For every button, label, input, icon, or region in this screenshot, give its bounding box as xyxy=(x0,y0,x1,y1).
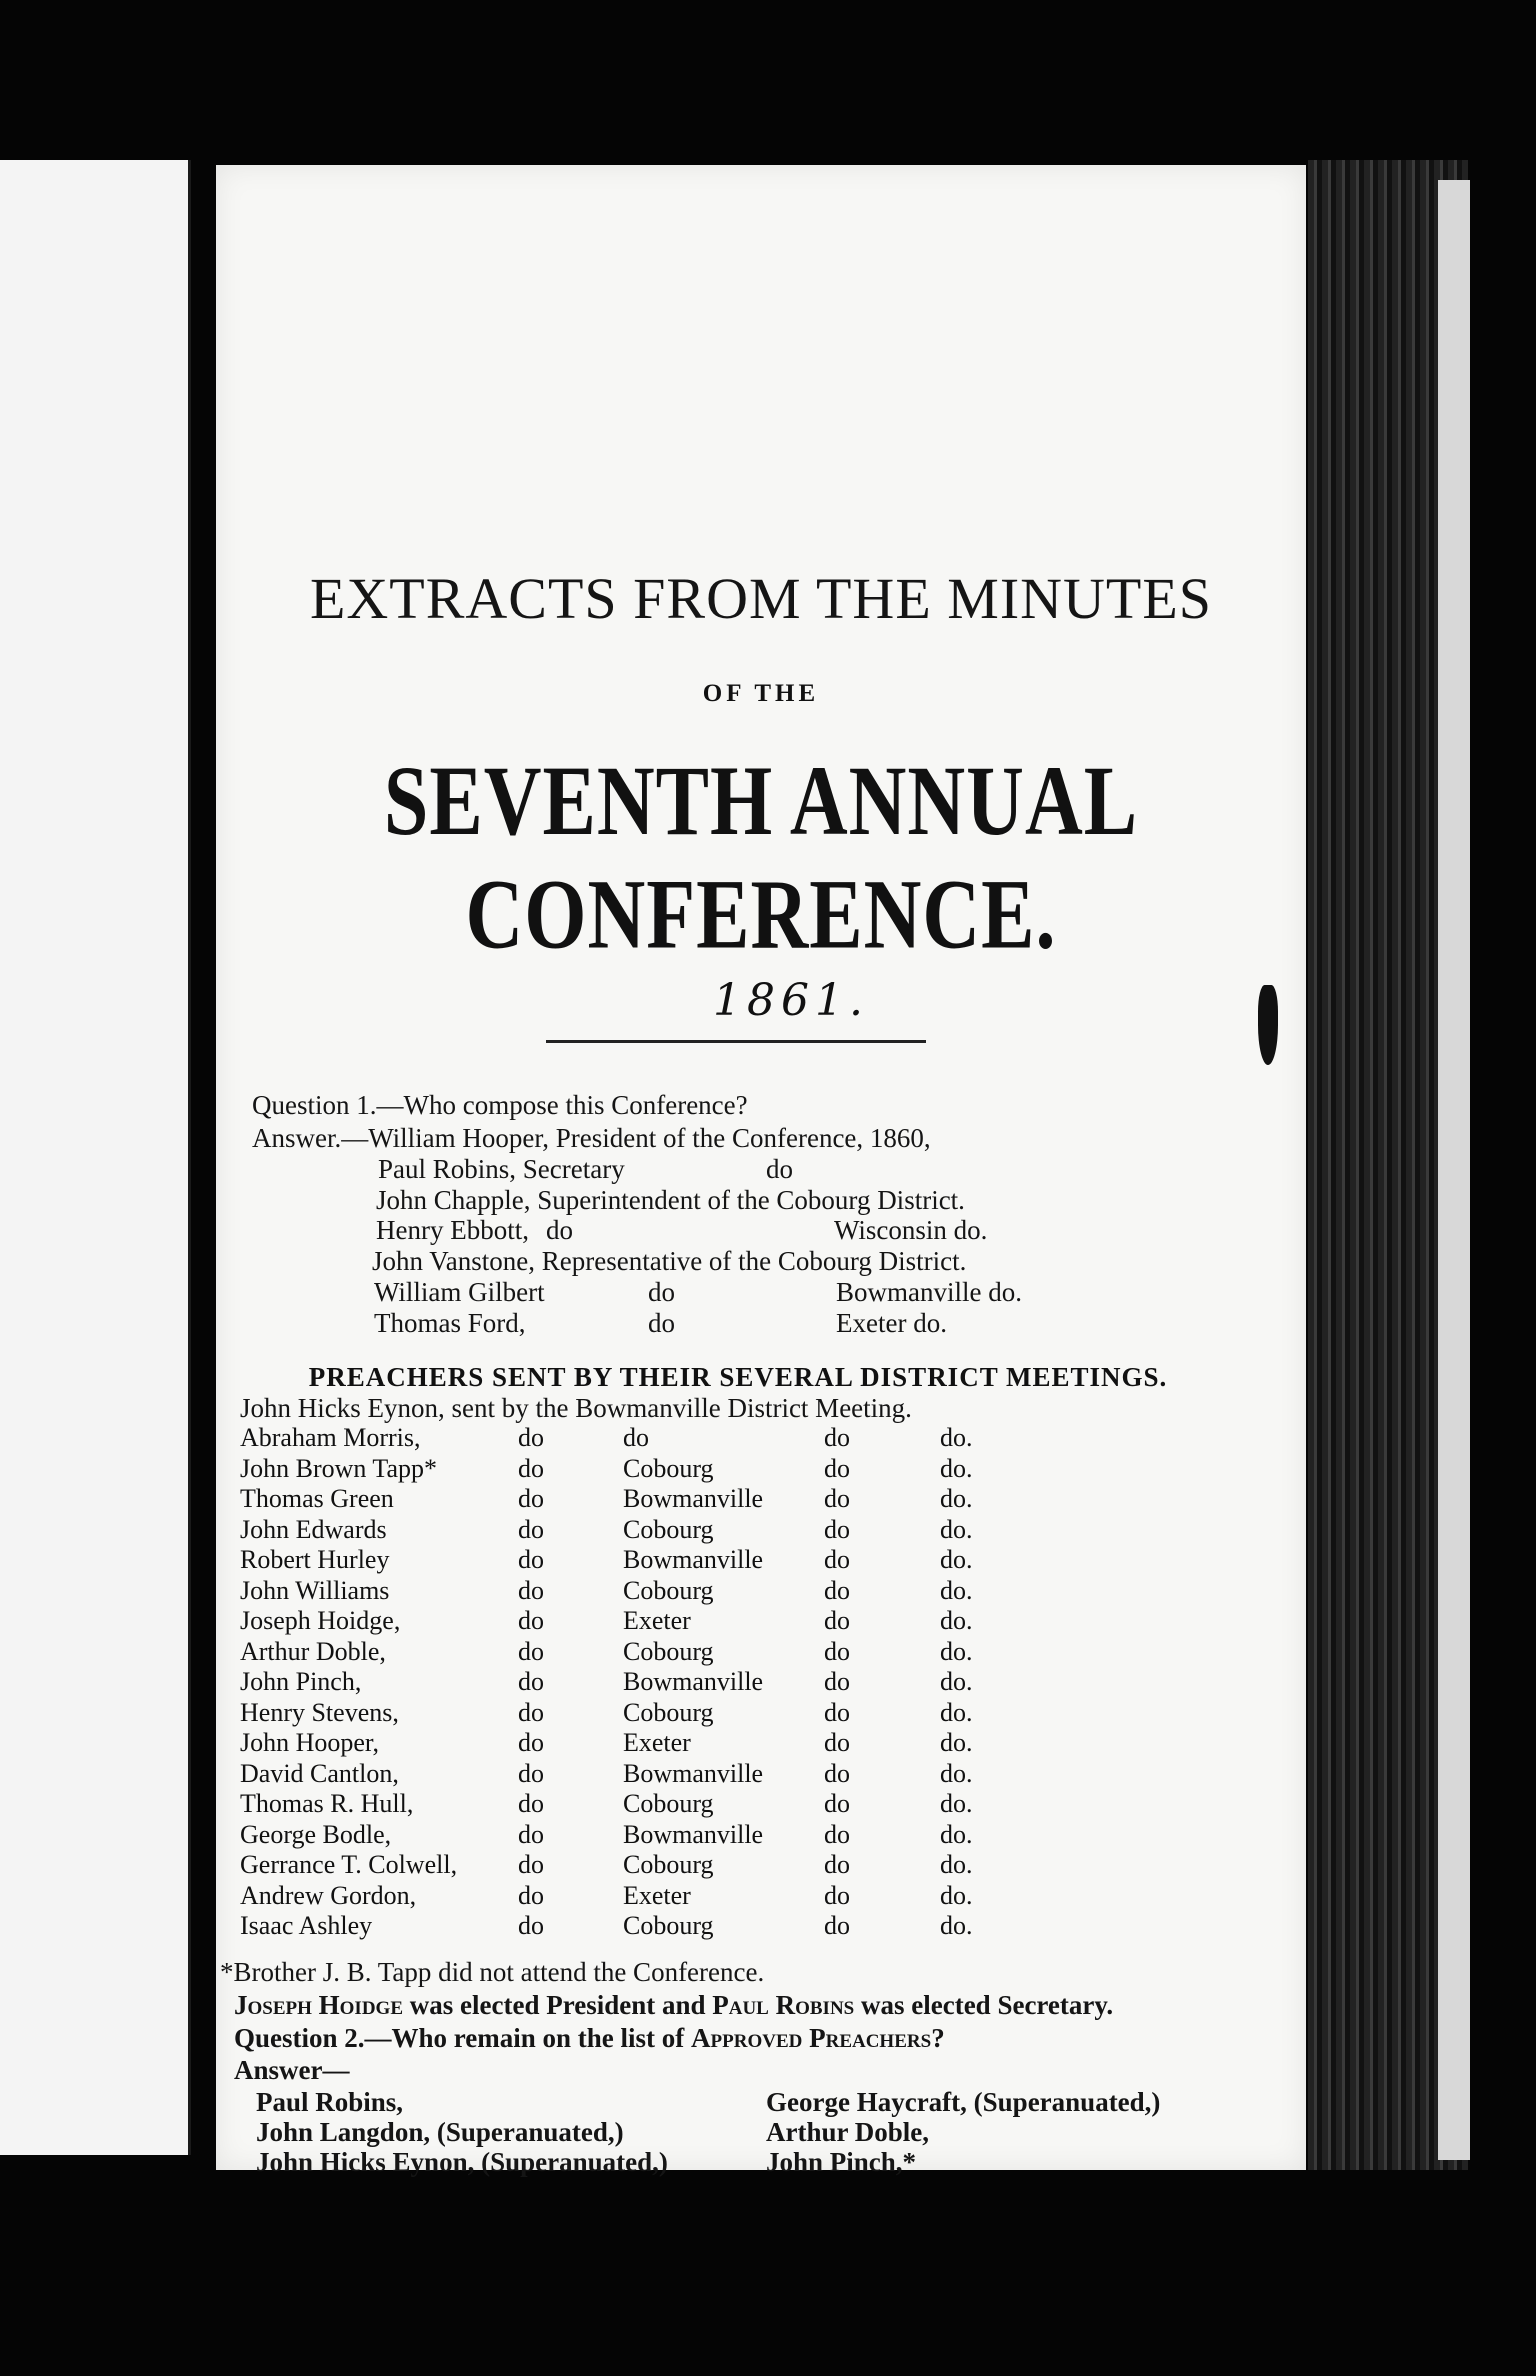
preacher-name: Gerrance T. Colwell, xyxy=(240,1850,458,1879)
do-mark: do. xyxy=(940,1636,973,1666)
preacher-district: Bowmanville xyxy=(623,1667,764,1696)
answer-1-line: Paul Robins, Secretary xyxy=(378,1154,625,1184)
preacher-district: Bowmanville xyxy=(623,1758,764,1788)
do-mark: do xyxy=(824,1697,850,1727)
preacher-district: Exeter xyxy=(623,1880,691,1910)
do-mark: do xyxy=(518,1758,544,1788)
approved-preacher: John Hicks Eynon, (Superanuated,) xyxy=(256,2147,668,2177)
do-mark: do xyxy=(518,1453,544,1483)
do-mark: do xyxy=(766,1154,793,1184)
facing-page xyxy=(0,160,191,2155)
do-mark: do xyxy=(824,1789,850,1818)
do-mark: do xyxy=(518,1697,544,1727)
preacher-name: John Brown Tapp* xyxy=(240,1453,438,1483)
do-mark: do. xyxy=(940,1667,973,1696)
do-mark: do xyxy=(824,1728,850,1757)
do-mark: do. xyxy=(940,1575,973,1605)
preacher-district: Cobourg xyxy=(623,1453,714,1483)
preacher-row xyxy=(240,1515,1060,1545)
preacher-row xyxy=(240,1423,1060,1453)
do-mark: do. xyxy=(940,1697,973,1727)
do-mark: do xyxy=(518,1880,544,1910)
preacher-district: Cobourg xyxy=(623,1850,714,1879)
question-2-mark: ? xyxy=(931,2023,945,2053)
do-mark: do. xyxy=(940,1819,973,1849)
preacher-district: Cobourg xyxy=(623,1911,714,1940)
do-mark: do xyxy=(824,1911,850,1940)
preacher-name: Isaac Ashley xyxy=(240,1911,373,1940)
do-mark: do. xyxy=(940,1728,973,1757)
do-mark: do xyxy=(824,1636,850,1666)
do-mark: do xyxy=(518,1819,544,1849)
preacher-name: Henry Stevens, xyxy=(240,1697,399,1727)
preacher-row xyxy=(240,1759,1060,1789)
preacher-district: do xyxy=(623,1423,649,1452)
footnote: *Brother J. B. Tapp did not attend the Conference. xyxy=(220,1957,765,1987)
district-exeter: Exeter do. xyxy=(836,1308,947,1338)
do-mark: do xyxy=(518,1575,544,1605)
answer-1-line: John Chapple, Superintendent of the Cobourg District. xyxy=(376,1185,965,1215)
approved-preacher: Paul Robins, xyxy=(256,2087,404,2117)
election-text: was elected President and xyxy=(403,1990,713,2020)
preacher-row xyxy=(240,1637,1060,1667)
preacher-district: Cobourg xyxy=(623,1636,714,1666)
preacher-district: Exeter xyxy=(623,1728,691,1757)
do-mark: do xyxy=(518,1423,544,1452)
question-2 xyxy=(234,2023,945,2053)
question-1: Question 1.—Who compose this Conference? xyxy=(252,1090,748,1120)
district-bowmanville: Bowmanville do. xyxy=(836,1277,1022,1307)
do-mark: do xyxy=(648,1308,675,1338)
question-2-term: Approved Preachers xyxy=(691,2023,932,2053)
preacher-name: Thomas R. Hull, xyxy=(240,1789,414,1818)
do-mark: do. xyxy=(940,1880,973,1910)
preacher-row xyxy=(240,1820,1060,1850)
do-mark: do xyxy=(518,1667,544,1696)
approved-preacher: George Haycraft, (Superanuated,) xyxy=(766,2087,1161,2117)
preacher-row xyxy=(240,1484,1060,1514)
secretary-name: Paul Robins xyxy=(712,1990,855,2020)
preachers-heading: PREACHERS SENT BY THEIR SEVERAL DISTRICT MEETINGS. xyxy=(308,1362,1168,1392)
preacher-row xyxy=(240,1545,1060,1575)
do-mark: do. xyxy=(940,1606,973,1635)
do-mark: do. xyxy=(940,1484,973,1513)
preacher-name: George Bodle, xyxy=(240,1819,392,1849)
do-mark: do xyxy=(824,1575,850,1605)
preacher-name: Arthur Doble, xyxy=(240,1636,386,1666)
approved-preacher: Arthur Doble, xyxy=(766,2117,930,2147)
approved-preacher: John Langdon, (Superanuated,) xyxy=(256,2117,624,2147)
do-mark: do xyxy=(518,1911,544,1940)
answer-1-line: Answer.—William Hooper, President of the Conference, 1860, xyxy=(252,1123,931,1153)
preacher-district: Cobourg xyxy=(623,1789,714,1818)
answer-1-line: Thomas Ford, xyxy=(374,1308,526,1338)
preacher-district: Cobourg xyxy=(623,1697,714,1727)
preacher-row xyxy=(240,1667,1060,1697)
do-mark: do xyxy=(824,1606,850,1635)
handwritten-year: 1861. xyxy=(713,975,869,1026)
do-mark: do xyxy=(518,1514,544,1544)
title-extracts: EXTRACTS FROM THE MINUTES xyxy=(309,566,1213,631)
district-wisconsin: Wisconsin do. xyxy=(834,1215,988,1245)
preacher-row xyxy=(240,1850,1060,1880)
election-text: was elected Secretary. xyxy=(854,1990,1114,2020)
do-mark: do xyxy=(518,1789,544,1818)
preacher-row xyxy=(240,1911,1060,1941)
ink-blot xyxy=(1258,985,1278,1065)
preacher-row xyxy=(240,1698,1060,1728)
preacher-name: John Hooper, xyxy=(240,1728,380,1757)
answer-2-label: Answer— xyxy=(234,2055,350,2085)
election-line xyxy=(234,1990,1113,2020)
preacher-name: Abraham Morris, xyxy=(240,1423,421,1452)
do-mark: do. xyxy=(940,1514,973,1544)
preachers-first-line: John Hicks Eynon, sent by the Bowmanville District Meeting. xyxy=(240,1393,912,1423)
preacher-name: Joseph Hoidge, xyxy=(240,1606,401,1635)
do-mark: do xyxy=(518,1484,544,1513)
do-mark: do xyxy=(824,1819,850,1849)
preacher-name: John Williams xyxy=(240,1575,390,1605)
document-page xyxy=(216,165,1306,2177)
preacher-row xyxy=(240,1454,1060,1484)
do-mark: do xyxy=(518,1606,544,1635)
preacher-district: Bowmanville xyxy=(623,1484,764,1513)
answer-1-line: William Gilbert xyxy=(374,1277,545,1307)
do-mark: do xyxy=(824,1514,850,1544)
preacher-row xyxy=(240,1789,1060,1819)
preacher-name: David Cantlon, xyxy=(240,1758,399,1788)
answer-1-line: John Vanstone, Representative of the Cobourg District. xyxy=(372,1246,967,1276)
do-mark: do. xyxy=(940,1850,973,1879)
question-2-text: Question 2.—Who remain on the list of xyxy=(234,2023,692,2053)
do-mark: do xyxy=(824,1453,850,1483)
do-mark: do xyxy=(648,1277,675,1307)
president-name: Joseph Hoidge xyxy=(234,1990,404,2020)
preacher-row xyxy=(240,1728,1060,1758)
do-mark: do. xyxy=(940,1758,973,1788)
preacher-district: Cobourg xyxy=(623,1575,714,1605)
do-mark: do xyxy=(824,1758,850,1788)
do-mark: do. xyxy=(940,1423,973,1452)
book-edge-strip xyxy=(1438,180,1470,2160)
preacher-name: John Pinch, xyxy=(240,1667,362,1696)
preacher-row xyxy=(240,1881,1060,1911)
do-mark: do xyxy=(824,1667,850,1696)
do-mark: do xyxy=(824,1850,850,1879)
do-mark: do xyxy=(518,1850,544,1879)
do-mark: do xyxy=(824,1545,850,1574)
preacher-row xyxy=(240,1606,1060,1636)
title-rule xyxy=(546,1040,926,1043)
preacher-name: Thomas Green xyxy=(240,1484,394,1513)
do-mark: do. xyxy=(940,1453,973,1483)
approved-preacher: John Pinch,* xyxy=(766,2147,917,2177)
preacher-row xyxy=(240,1576,1060,1606)
do-mark: do xyxy=(824,1423,850,1452)
do-mark: do xyxy=(546,1215,573,1245)
preacher-district: Cobourg xyxy=(623,1514,714,1544)
answer-1-line: Henry Ebbott, xyxy=(376,1215,529,1245)
do-mark: do. xyxy=(940,1789,973,1818)
do-mark: do xyxy=(518,1545,544,1574)
preacher-name: Andrew Gordon, xyxy=(240,1880,417,1910)
do-mark: do xyxy=(518,1636,544,1666)
do-mark: do. xyxy=(940,1545,973,1574)
preacher-district: Exeter xyxy=(623,1606,691,1635)
do-mark: do xyxy=(518,1728,544,1757)
preacher-name: John Edwards xyxy=(240,1514,387,1544)
preacher-name: Robert Hurley xyxy=(240,1545,390,1574)
do-mark: do xyxy=(824,1484,850,1513)
do-mark: do xyxy=(824,1880,850,1910)
do-mark: do. xyxy=(940,1911,973,1940)
title-conference: SEVENTH ANNUAL CONFERENCE. xyxy=(383,746,1139,970)
preacher-district: Bowmanville xyxy=(623,1545,764,1574)
preacher-district: Bowmanville xyxy=(623,1819,764,1849)
title-of-the: OF THE xyxy=(702,680,820,707)
